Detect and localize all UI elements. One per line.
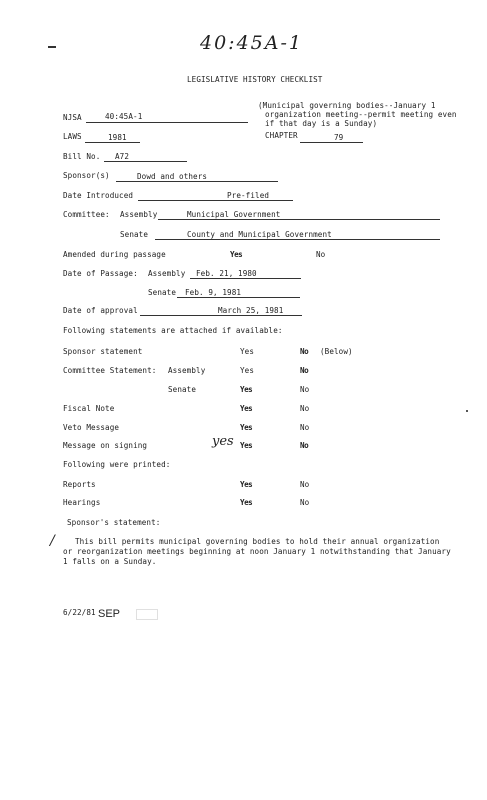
veto-message-no: No (300, 423, 310, 432)
message-signing-label: Message on signing (63, 441, 148, 450)
fiscal-note-yes-struck: Yes (240, 404, 253, 413)
fiscal-note-label: Fiscal Note (63, 404, 115, 413)
committee-statement-senate-yes-struck: Yes (240, 385, 253, 394)
date-introduced-label: Date Introduced (63, 191, 134, 200)
amended-no: No (316, 250, 326, 259)
speck (466, 410, 468, 412)
veto-message-yes-struck: Yes (240, 423, 253, 432)
attached-heading: Following statements are attached if available: (63, 326, 283, 335)
document-title: LEGISLATIVE HISTORY CHECKLIST (187, 75, 323, 84)
committee-statement-assembly-yes: Yes (240, 366, 255, 375)
printed-heading: Following were printed: (63, 460, 171, 469)
statement-line-2: or reorganization meetings beginning at noon January 1 notwithstanding that January (63, 547, 451, 556)
passage-assembly-label: Assembly (148, 269, 186, 278)
sponsors-label: Sponsor(s) (63, 171, 110, 180)
committee-statement-label: Committee Statement: (63, 366, 157, 375)
faint-stamp-mark (136, 609, 158, 620)
sponsor-statement-yes: Yes (240, 347, 255, 356)
subject-line-2: organization meeting--permit meeting even (265, 110, 457, 119)
committee-senate-value: County and Municipal Government (187, 230, 332, 239)
chapter-label: CHAPTER (265, 131, 298, 140)
reports-yes-struck: Yes (240, 480, 253, 489)
committee-statement-assembly: Assembly (168, 366, 206, 375)
approval-value: March 25, 1981 (218, 306, 284, 315)
amended-yes-struck: Yes (230, 250, 243, 259)
message-signing-no-struck: No (300, 441, 309, 450)
hearings-label: Hearings (63, 498, 101, 507)
statement-heading: Sponsor's statement: (67, 518, 161, 527)
passage-label: Date of Passage: (63, 269, 138, 278)
committee-statement-assembly-no-struck: No (300, 366, 309, 375)
committee-label: Committee: (63, 210, 110, 219)
margin-mark (48, 46, 56, 48)
hearings-yes-struck: Yes (240, 498, 253, 507)
hearings-no: No (300, 498, 310, 507)
reports-label: Reports (63, 480, 96, 489)
date-introduced-value: Pre-filed (227, 191, 270, 200)
passage-senate-value: Feb. 9, 1981 (185, 288, 242, 297)
passage-assembly-value: Feb. 21, 1980 (196, 269, 257, 278)
laws-value: 1981 (108, 133, 127, 142)
passage-senate-label: Senate (148, 288, 177, 297)
committee-assembly-label: Assembly (120, 210, 158, 219)
laws-label: LAWS (63, 132, 82, 141)
statement-line-1: This bill permits municipal governing bodies to hold their annual organization (75, 537, 440, 546)
sponsor-statement-label: Sponsor statement (63, 347, 143, 356)
subject-line-1: (Municipal governing bodies--January 1 (258, 101, 436, 110)
subject-line-3: if that day is a Sunday) (265, 119, 378, 128)
footer-date: 6/22/81 (63, 608, 96, 617)
handwritten-header: 40:45A-1 (200, 32, 303, 54)
njsa-value: 40:45A-1 (105, 112, 143, 121)
amended-label: Amended during passage (63, 250, 166, 259)
committee-statement-senate-no: No (300, 385, 310, 394)
bill-label: Bill No. (63, 152, 101, 161)
margin-bracket-mark: / (50, 533, 55, 549)
committee-assembly-value: Municipal Government (187, 210, 281, 219)
sponsors-value: Dowd and others (137, 172, 208, 181)
committee-senate-label: Senate (120, 230, 149, 239)
committee-statement-senate: Senate (168, 385, 197, 394)
chapter-value: 79 (334, 133, 344, 142)
bill-value: A72 (115, 152, 130, 161)
sponsor-statement-no-struck: No (300, 347, 309, 356)
reports-no: No (300, 480, 310, 489)
message-signing-yes-struck: Yes (240, 441, 253, 450)
veto-message-label: Veto Message (63, 423, 120, 432)
fiscal-note-no: No (300, 404, 310, 413)
njsa-label: NJSA (63, 113, 82, 122)
approval-label: Date of approval (63, 306, 138, 315)
message-signing-handwritten: yes (212, 434, 234, 449)
footer-stamp: SEP (98, 608, 121, 620)
statement-line-3: 1 falls on a Sunday. (63, 557, 157, 566)
sponsor-statement-note: (Below) (320, 347, 353, 356)
